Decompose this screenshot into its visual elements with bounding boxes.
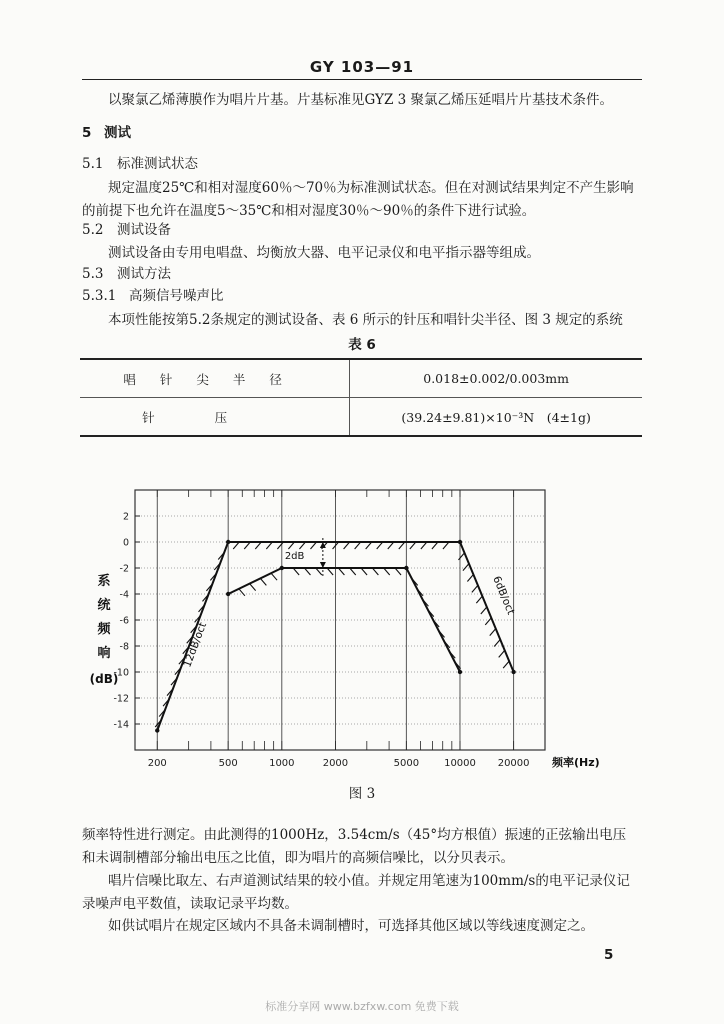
table-cell-label: 唱针尖半径: [80, 359, 350, 398]
lower-limit-hatch: [395, 568, 401, 575]
section-5-3-1-title: 高频信号噪声比: [129, 288, 224, 304]
upper-limit-hatch: [355, 542, 361, 549]
frequency-response-chart: [0, 460, 724, 790]
y-tick-label: -12: [113, 693, 129, 705]
table-row: [80, 398, 642, 437]
section-5-3-1-num: 5.3.1: [82, 288, 117, 304]
section-5-3-1-body: 本项性能按第5.2条规定的测试设备、表 6 所示的针压和唱针尖半径、图 3 规定的系统: [108, 312, 623, 328]
lower-limit-hatch: [239, 589, 245, 596]
upper-limit-point: [155, 728, 159, 732]
x-tick-label: 200: [147, 758, 167, 769]
x-tick-label: 10000: [444, 758, 476, 769]
upper-limit-point: [511, 670, 515, 674]
upper-limit-hatch: [344, 542, 350, 549]
upper-limit-hatch: [233, 542, 239, 549]
section-5-1-num: 5.1: [82, 156, 104, 172]
table-cell-value: (39.24±9.81)×10⁻³N (4±1g): [350, 398, 642, 437]
annotation-6db-oct: 6dB/oct: [490, 574, 517, 617]
x-tick-label: 500: [218, 758, 238, 769]
lower-limit-hatch: [338, 568, 344, 575]
y-axis-label-char: 系: [97, 574, 111, 589]
lower-limit-hatch: [384, 568, 390, 575]
x-tick-label: 5000: [393, 758, 420, 769]
upper-limit-hatch: [485, 618, 491, 625]
upper-limit-hatch: [432, 542, 438, 549]
y-tick-label: -8: [119, 641, 129, 653]
lower-limit-hatch: [327, 568, 333, 575]
figure-caption: 图 3: [348, 786, 376, 802]
upper-limit-hatch: [458, 553, 464, 560]
table-cell-label: 针压: [80, 398, 350, 437]
upper-limit-hatch: [467, 575, 473, 582]
upper-limit-hatch: [377, 542, 383, 549]
upper-limit-hatch: [410, 542, 416, 549]
section-5-1-body-2: 的前提下也允许在温度5～35℃和相对湿度30％～90％的条件下进行试验。: [82, 203, 536, 219]
body-after-para2-line-1: 唱片信噪比取左、右声道测试结果的较小值。并规定用笔速为100mm/s的电平记录仪记: [108, 873, 630, 889]
lower-limit-hatch: [304, 568, 310, 575]
lower-limit-line: [228, 568, 460, 672]
lower-limit-hatch: [260, 578, 266, 585]
upper-limit-hatch: [463, 564, 469, 571]
upper-limit-hatch: [266, 542, 272, 549]
section-5-title: 测试: [104, 125, 131, 141]
body-after-line-2: 和未调制槽部分输出电压之比值，即为唱片的高频信噪比，以分贝表示。: [82, 850, 514, 866]
upper-limit-hatch: [476, 596, 482, 603]
body-after-line-1: 频率特性进行测定。由此测得的1000Hz，3.54cm/s（45°均方根值）振速的正弦输出电压: [82, 827, 627, 843]
y-tick-label: -4: [119, 589, 129, 601]
section-5-1-title: 标准测试状态: [117, 156, 198, 172]
upper-limit-hatch: [366, 542, 372, 549]
y-axis-label-char: 响: [97, 646, 111, 661]
lower-limit-point: [458, 670, 462, 674]
upper-limit-hatch: [299, 542, 305, 549]
y-tick-label: -10: [113, 667, 129, 679]
intro-line: 以聚氯乙烯薄膜作为唱片片基。片基标准见GYZ 3 聚氯乙烯压延唱片片基技术条件。: [108, 92, 614, 108]
upper-limit-hatch: [494, 640, 500, 647]
upper-limit-hatch: [503, 661, 509, 668]
upper-limit-hatch: [255, 542, 261, 549]
upper-limit-point: [458, 540, 462, 544]
table-row: [80, 359, 642, 398]
upper-limit-hatch: [490, 629, 496, 636]
section-5-1-body-1: 规定温度25℃和相对湿度60％～70％为标准测试状态。但在对测试结果判定不产生影响: [108, 180, 634, 196]
body-after-para3: 如供试唱片在规定区域内不具备未调制槽时，可选择其他区域以等线速度测定之。: [108, 918, 594, 934]
upper-limit-hatch: [310, 542, 316, 549]
lower-limit-hatch: [250, 584, 256, 591]
lower-limit-point: [404, 566, 408, 570]
table-cell-value: 0.018±0.002/0.003mm: [350, 359, 642, 398]
lower-limit-hatch: [271, 573, 277, 580]
x-tick-label: 20000: [497, 758, 530, 769]
header-rule: [82, 79, 642, 80]
section-5-2-title: 测试设备: [117, 222, 171, 238]
footer-watermark: 标准分享网 www.bzfxw.com 免费下载: [265, 1000, 459, 1013]
annotation-2db: 2dB: [284, 550, 305, 562]
y-axis-label-char: 统: [97, 598, 111, 613]
table-6-caption: 表 6: [348, 337, 376, 353]
chart-labels: [90, 512, 600, 770]
lower-limit-hatch: [293, 568, 299, 575]
y-tick-label: -14: [113, 719, 129, 731]
section-5-3-title: 测试方法: [117, 266, 171, 282]
x-axis-label: 频率(Hz): [552, 756, 600, 769]
page-number: 5: [604, 947, 614, 963]
lower-limit-hatch: [316, 568, 322, 575]
upper-limit-hatch: [388, 542, 394, 549]
upper-limit-hatch: [399, 542, 405, 549]
section-5-2-num: 5.2: [82, 222, 104, 238]
upper-limit-point: [226, 540, 230, 544]
y-tick-label: -6: [119, 615, 129, 627]
page-header: GY 103—91: [309, 58, 415, 76]
section-5-num: 5: [82, 125, 92, 141]
y-tick-label: -2: [119, 563, 129, 575]
lower-limit-point: [226, 592, 230, 596]
upper-limit-hatch: [472, 585, 478, 592]
upper-limit-hatch: [244, 542, 250, 549]
y-tick-label: 0: [122, 537, 129, 549]
lower-limit-hatch: [361, 568, 367, 575]
body-after-para2-line-2: 录噪声电平数值，读取记录平均数。: [82, 896, 298, 912]
lower-limit-hatch: [372, 568, 378, 575]
y-axis-label-char: 频: [97, 622, 111, 637]
upper-limit-hatch: [288, 542, 294, 549]
upper-limit-hatch: [421, 542, 427, 549]
upper-limit-hatch: [481, 607, 487, 614]
annotation-12db-oct: 12dB/oct: [181, 620, 210, 670]
lower-limit-hatch: [350, 568, 356, 575]
lower-limit-point: [280, 566, 284, 570]
upper-limit-hatch: [499, 650, 505, 657]
table-6: [80, 358, 642, 437]
x-tick-label: 2000: [322, 758, 349, 769]
section-5-3-num: 5.3: [82, 266, 104, 282]
upper-limit-hatch: [277, 542, 283, 549]
section-5-2-body: 测试设备由专用电唱盘、均衡放大器、电平记录仪和电平指示器等组成。: [108, 245, 540, 261]
y-axis-label-unit: (dB): [89, 672, 119, 686]
y-tick-label: 2: [122, 511, 129, 523]
upper-limit-hatch: [443, 542, 449, 549]
x-tick-label: 1000: [269, 758, 295, 769]
